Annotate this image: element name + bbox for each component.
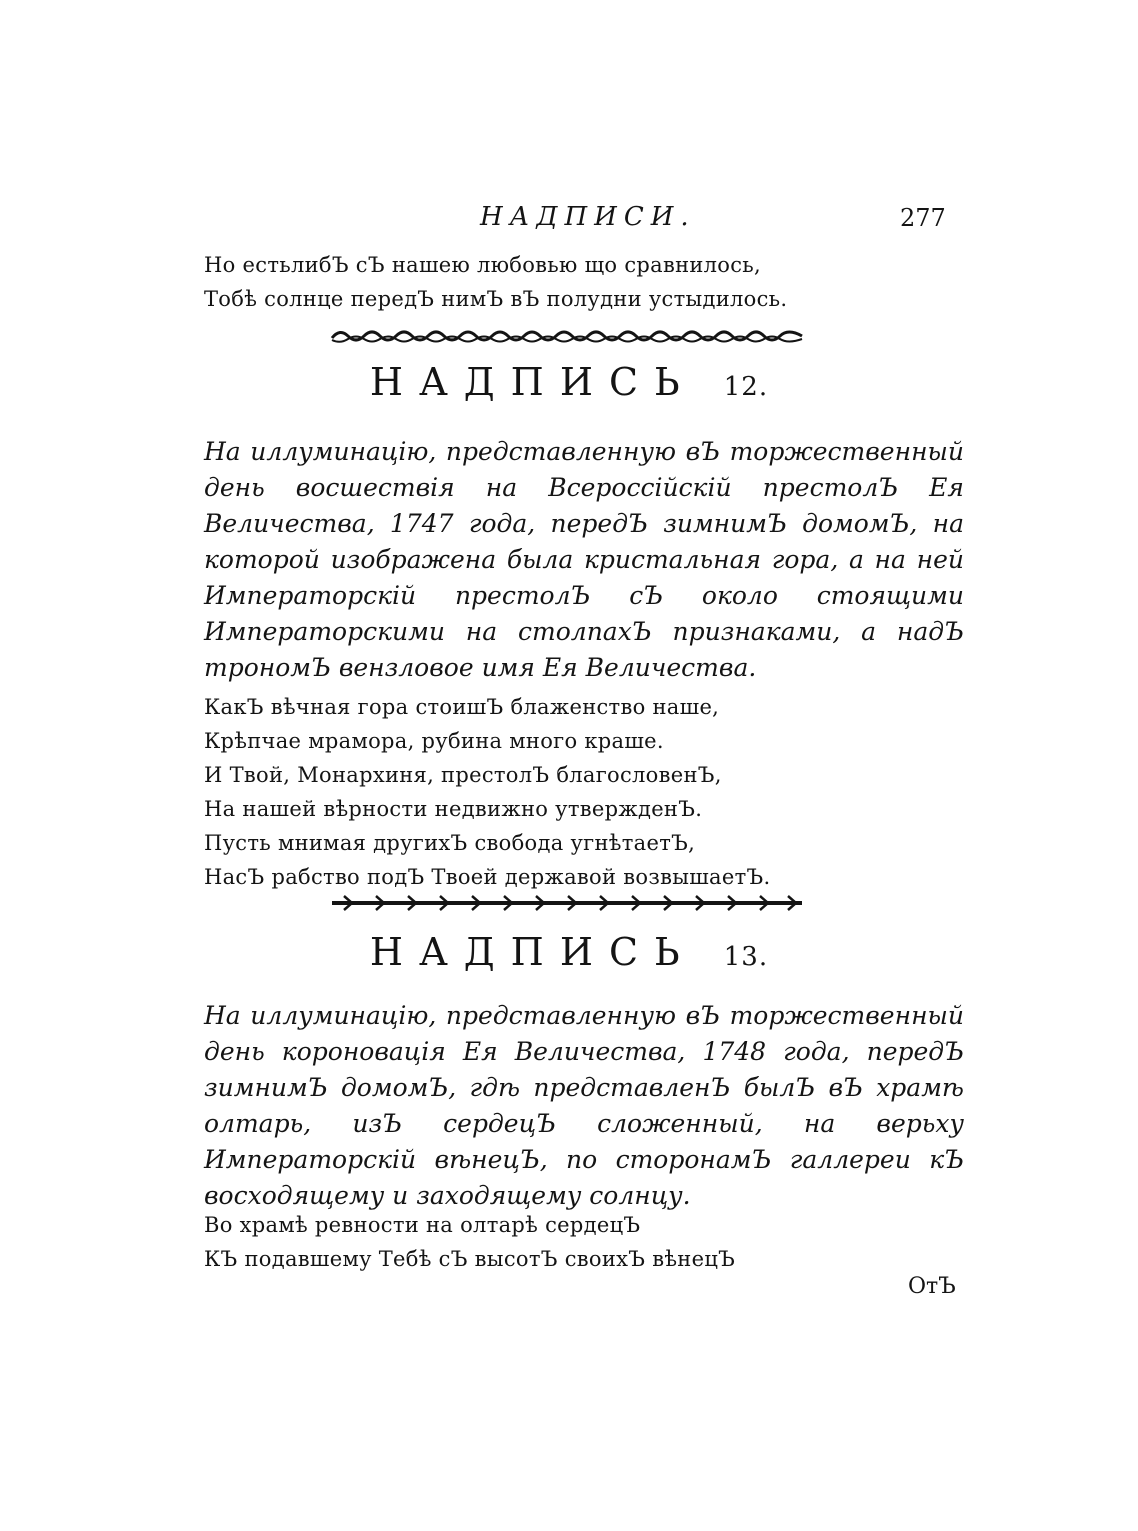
wave-ornament-divider [330,324,804,346]
inscription-13-verse [204,1208,735,1276]
verse-line: И Твой, Монархиня, престолЪ благословенЪ, [204,763,722,787]
top-verse [204,248,787,316]
running-head: НАДПИСИ. [480,202,696,232]
verse-line: КакЪ вѣчная гора стоишЪ блаженство наше, [204,695,720,719]
verse-line: НасЪ рабство подЪ Твоей державой возвышаетЪ. [204,865,771,889]
verse-line: Тобѣ солнце передЪ нимЪ вЪ полудни устыдилось. [204,287,788,311]
inscription-title: НАДПИСЬ [369,360,696,404]
verse-line: Но естьлибЪ сЪ нашею любовью що сравнилось, [204,253,762,277]
verse-line: Крѣпчае мрамора, рубина много краше. [204,729,664,753]
page-number: 277 [900,204,946,232]
verse-line: На нашей вѣрности недвижно утвержденЪ. [204,797,703,821]
inscription-title: НАДПИСЬ [369,930,696,974]
inscription-number: 13. [723,942,769,972]
verse-line: КЪ подавшему Тебѣ сЪ высотЪ своихЪ вѣнецЪ [204,1247,736,1271]
inscription-12-dedication: На иллуминацію, представленную вЪ торжественный день восшествія на Всероссійскій престолЪ Ея Величества, 1747 года, передЪ зимнимЪ домомЪ, на которой изображена была кристальная гора, а на ней Императорскій престолЪ сЪ около стоящими Императорскими на столпахЪ признаками, а надЪ трономЪ вензловое имя Ея Величества. [204,437,964,682]
chain-ornament-divider [330,892,804,914]
catchword: ОтЪ [908,1274,956,1299]
inscription-number: 12. [723,372,769,402]
inscription-12-title [0,360,1138,404]
inscription-13-dedication: На иллуминацію, представленную вЪ торжественный день короновація Ея Величества, 1748 года, передЪ зимнимЪ домомЪ, гдѣ представленЪ былЪ вЪ храмѣ олтарь, изЪ сердецЪ сложенный, на верьху Императорскій вѣнецЪ, по сторонамЪ галлереи кЪ восходящему и заходящему солнцу. [204,1001,964,1210]
inscription-12-verse [204,690,770,894]
inscription-13-title [0,930,1138,974]
verse-line: Пусть мнимая другихЪ свобода угнѣтаетЪ, [204,831,696,855]
verse-line: Во храмѣ ревности на олтарѣ сердецЪ [204,1213,641,1237]
